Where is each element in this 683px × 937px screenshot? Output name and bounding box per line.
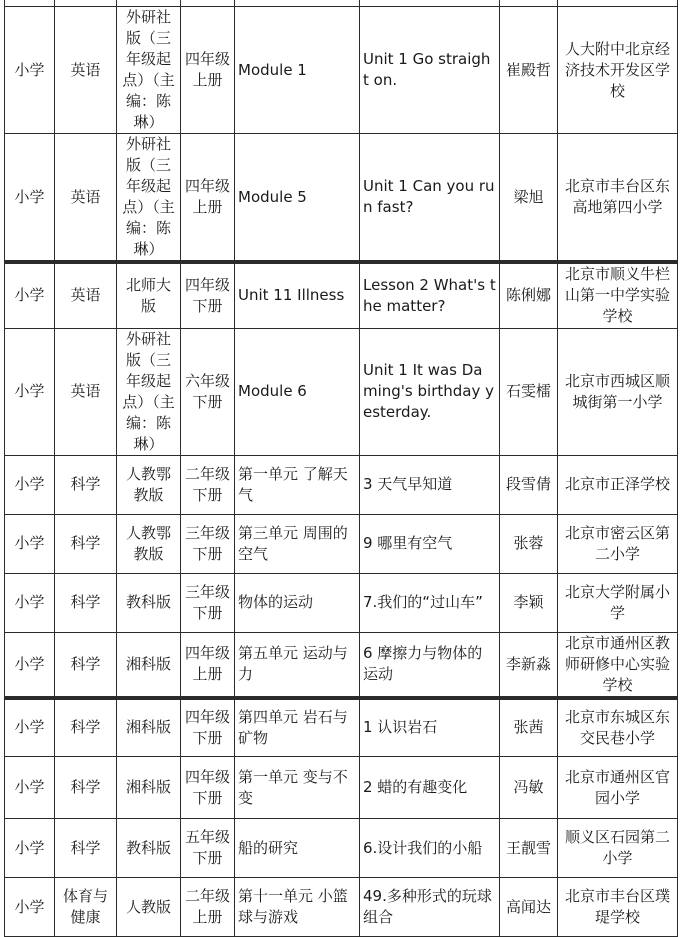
cell-subject: 英语 [55, 262, 117, 328]
cell-grade: 四年级下册 [181, 757, 235, 819]
cell-teacher: 段雪倩 [500, 455, 558, 514]
cell-subject: 体育与健康 [55, 878, 117, 937]
table-row [5, 698, 678, 757]
cell-stage: 小学 [5, 632, 55, 698]
table-row [5, 7, 678, 134]
cell-subject: 科学 [55, 819, 117, 878]
cell-school: 北京市西城区顺城街第一小学 [558, 328, 678, 455]
cell-lesson: 2 蜡的有趣变化 [360, 757, 500, 819]
cell-teacher: 张蓉 [500, 514, 558, 573]
cell-lesson: Unit 1 It was Daming's birthday yesterday. [360, 328, 500, 455]
cell-edition: 湘科版 [117, 757, 181, 819]
cell-grade: 四年级上册 [181, 7, 235, 134]
cell-teacher: 石雯檑 [500, 328, 558, 455]
cell-grade: 三年级下册 [181, 514, 235, 573]
cell-grade: 六年级下册 [181, 328, 235, 455]
cell-subject: 科学 [55, 757, 117, 819]
cell-teacher: 张茜 [500, 698, 558, 757]
cell-subject: 科学 [55, 514, 117, 573]
cell-subject: 科学 [55, 455, 117, 514]
cell-edition: 外研社版（三年级起点）（主编：陈琳） [117, 328, 181, 455]
cell-teacher: 崔殿哲 [500, 7, 558, 134]
cell-grade: 五年级下册 [181, 819, 235, 878]
cell-subject: 英语 [55, 328, 117, 455]
cell-school: 北京市东城区东交民巷小学 [558, 698, 678, 757]
course-table [4, 0, 678, 937]
cell-school: 北京市通州区官园小学 [558, 757, 678, 819]
cell-grade: 四年级上册 [181, 134, 235, 263]
cell-grade: 二年级下册 [181, 455, 235, 514]
cell-lesson: 3 天气早知道 [360, 455, 500, 514]
cell-edition: 外研社版（三年级起点）（主编：陈琳） [117, 7, 181, 134]
cell-unit: 第五单元 运动与力 [235, 632, 360, 698]
cell-grade: 二年级上册 [181, 878, 235, 937]
cell-unit: 第一单元 了解天气 [235, 455, 360, 514]
cell-teacher: 冯敏 [500, 757, 558, 819]
cell-lesson: Lesson 2 What's the matter? [360, 262, 500, 328]
cell-subject: 科学 [55, 698, 117, 757]
cell-edition: 外研社版（三年级起点）（主编：陈琳） [117, 134, 181, 263]
cell-subject: 英语 [55, 7, 117, 134]
cell-lesson: 49.多种形式的玩球组合 [360, 878, 500, 937]
cell-teacher: 高闻达 [500, 878, 558, 937]
cell-unit: 第十一单元 小篮球与游戏 [235, 878, 360, 937]
cell-subject: 科学 [55, 573, 117, 632]
table-row [5, 632, 678, 698]
cell-edition: 人教版 [117, 878, 181, 937]
cell-school: 顺义区石园第二小学 [558, 819, 678, 878]
cell-school: 北京市丰台区璞瑅学校 [558, 878, 678, 937]
cell-stage: 小学 [5, 262, 55, 328]
cell-teacher: 李新淼 [500, 632, 558, 698]
table-row [5, 514, 678, 573]
cell-edition: 教科版 [117, 819, 181, 878]
table-row [5, 328, 678, 455]
cell-stage: 小学 [5, 455, 55, 514]
table-row [5, 573, 678, 632]
cell-grade: 四年级下册 [181, 698, 235, 757]
cell-school: 北京市正泽学校 [558, 455, 678, 514]
cell-unit: 第三单元 周围的空气 [235, 514, 360, 573]
cell-edition: 人教鄂教版 [117, 514, 181, 573]
cell-lesson: 9 哪里有空气 [360, 514, 500, 573]
cell-stage: 小学 [5, 819, 55, 878]
table-row [5, 757, 678, 819]
cell-stage: 小学 [5, 328, 55, 455]
cell-unit: 第一单元 变与不变 [235, 757, 360, 819]
cell-unit: Unit 11 Illness [235, 262, 360, 328]
cell-grade: 四年级上册 [181, 632, 235, 698]
cell-unit: Module 6 [235, 328, 360, 455]
cell-grade: 四年级下册 [181, 262, 235, 328]
table-row [5, 878, 678, 937]
cell-lesson: 1 认识岩石 [360, 698, 500, 757]
cell-edition: 教科版 [117, 573, 181, 632]
cell-school: 北京市密云区第二小学 [558, 514, 678, 573]
cell-school: 北京市通州区教师研修中心实验学校 [558, 632, 678, 698]
cell-teacher: 陈俐娜 [500, 262, 558, 328]
cell-stage: 小学 [5, 134, 55, 263]
table-row [5, 455, 678, 514]
cell-lesson: Unit 1 Can you run fast? [360, 134, 500, 263]
cell-teacher: 王靓雪 [500, 819, 558, 878]
cell-stage: 小学 [5, 698, 55, 757]
table-row [5, 134, 678, 263]
cell-subject: 科学 [55, 632, 117, 698]
cell-school: 北京大学附属小学 [558, 573, 678, 632]
cell-unit: Module 5 [235, 134, 360, 263]
cell-stage: 小学 [5, 7, 55, 134]
cell-grade: 三年级下册 [181, 573, 235, 632]
cell-school: 人大附中北京经济技术开发区学校 [558, 7, 678, 134]
cell-unit: 船的研究 [235, 819, 360, 878]
table-row [5, 819, 678, 878]
table-row [5, 262, 678, 328]
cell-stage: 小学 [5, 757, 55, 819]
cell-edition: 人教鄂教版 [117, 455, 181, 514]
cell-edition: 湘科版 [117, 632, 181, 698]
cell-edition: 湘科版 [117, 698, 181, 757]
cell-lesson: 6.设计我们的小船 [360, 819, 500, 878]
cell-school: 北京市丰台区东高地第四小学 [558, 134, 678, 263]
cell-teacher: 李颖 [500, 573, 558, 632]
cell-subject: 英语 [55, 134, 117, 263]
cell-unit: 第四单元 岩石与矿物 [235, 698, 360, 757]
cell-stage: 小学 [5, 878, 55, 937]
cell-unit: 物体的运动 [235, 573, 360, 632]
cell-school: 北京市顺义牛栏山第一中学实验学校 [558, 262, 678, 328]
cell-lesson: 6 摩擦力与物体的运动 [360, 632, 500, 698]
cell-teacher: 梁旭 [500, 134, 558, 263]
cell-edition: 北师大版 [117, 262, 181, 328]
cell-lesson: 7.我们的“过山车” [360, 573, 500, 632]
cell-stage: 小学 [5, 514, 55, 573]
cell-stage: 小学 [5, 573, 55, 632]
cell-unit: Module 1 [235, 7, 360, 134]
cell-lesson: Unit 1 Go straight on. [360, 7, 500, 134]
